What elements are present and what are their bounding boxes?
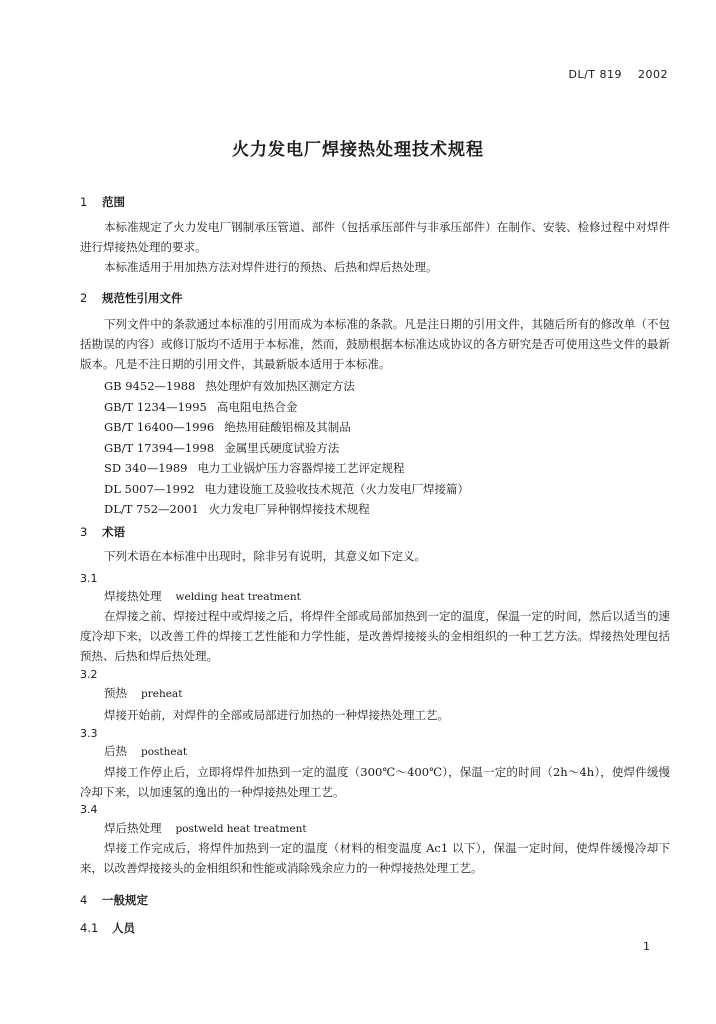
page-header (568, 68, 668, 81)
section-2-heading: 2 规范性引用文件 (80, 291, 183, 305)
reference-item: SD 340—1989 电力工业锅炉压力容器焊接工艺评定规程 (104, 461, 405, 475)
section-1-heading: 1 范围 (80, 195, 125, 209)
term-3-2-name: 预热 preheat (104, 686, 183, 700)
section-4-heading: 4 一般规定 (80, 893, 148, 907)
reference-item: GB/T 1234—1995 高电阻电热合金 (104, 399, 298, 414)
term-3-2-number: 3.2 (80, 668, 98, 681)
term-3-3-definition: 焊接工作停止后，立即将焊件加热到一定的温度（300℃～400℃），保温一定的时间（2h～4h），使焊件缓慢冷却下来，以加速氢的逸出的一种焊接热处理工艺。 (80, 765, 670, 799)
term-3-2-definition: 焊接开始前，对焊件的全部或局部进行加热的一种焊接热处理工艺。 (104, 708, 449, 722)
term-3-3-name: 后热 postheat (104, 744, 188, 758)
section-2-paragraph: 下列文件中的条款通过本标准的引用而成为本标准的条款。凡是注日期的引用文件，其随后所有的修改单（不包括勘误的内容）或修订版均不适用于本标准，然而，鼓励根据本标准达成协议的各方研究是否可使用这些文件的最新版本。凡是不注日期的引用文件，其最新版本适用于本标准。 (80, 317, 670, 371)
reference-item: GB 9452—1988 热处理炉有效加热区测定方法 (104, 379, 355, 393)
term-3-1-name: 焊接热处理 welding heat treatment (104, 589, 301, 603)
section-3-heading: 3 术语 (80, 525, 125, 539)
reference-item: DL 5007—1992 电力建设施工及验收技术规范（火力发电厂焊接篇） (104, 481, 470, 496)
reference-item: GB/T 16400—1996 绝热用硅酸铝棉及其制品 (104, 420, 351, 434)
term-3-4-number: 3.4 (80, 803, 98, 816)
reference-item: GB/T 17394—1998 金属里氏硬度试验方法 (104, 440, 340, 455)
section-1-paragraph-2: 本标准适用于用加热方法对焊件进行的预热、后热和焊后热处理。 (104, 260, 438, 274)
term-3-4-name: 焊后热处理 postweld heat treatment (104, 821, 307, 835)
standard-code: DL/T 819 (568, 68, 622, 81)
subsection-4-1-heading: 4.1 人员 (80, 921, 135, 935)
reference-item: DL/T 752—2001 火力发电厂异种钢焊接技术规程 (104, 502, 370, 516)
term-3-3-number: 3.3 (80, 727, 98, 740)
normative-references-list (104, 376, 469, 520)
section-3-intro: 下列术语在本标准中出现时，除非另有说明，其意义如下定义。 (104, 549, 426, 563)
term-3-1-number: 3.1 (80, 572, 98, 585)
term-3-4-definition: 焊接工作完成后，将焊件加热到一定的温度（材料的相变温度 Ac1 以下），保温一定时间，使焊件缓慢冷却下来，以改善焊接接头的金相组织和性能或消除残余应力的一种焊接热处理工艺。 (80, 841, 670, 875)
section-1-paragraph-1: 本标准规定了火力发电厂钢制承压管道、部件（包括承压部件与非承压部件）在制作、安装、检修过程中对焊件进行焊接热处理的要求。 (80, 220, 670, 254)
standard-year: 2002 (638, 68, 668, 81)
term-3-1-definition: 在焊接之前、焊接过程中或焊接之后，将焊件全部或局部加热到一定的温度，保温一定的时间，然后以适当的速度冷却下来，以改善工件的焊接工艺性能和力学性能，是改善焊接接头的金相组织的一种工艺方法。焊接热处理包括预热、后热和焊后热处理。 (80, 609, 670, 663)
page-number: 1 (643, 940, 650, 953)
document-title: 火力发电厂焊接热处理技术规程 (232, 140, 484, 160)
